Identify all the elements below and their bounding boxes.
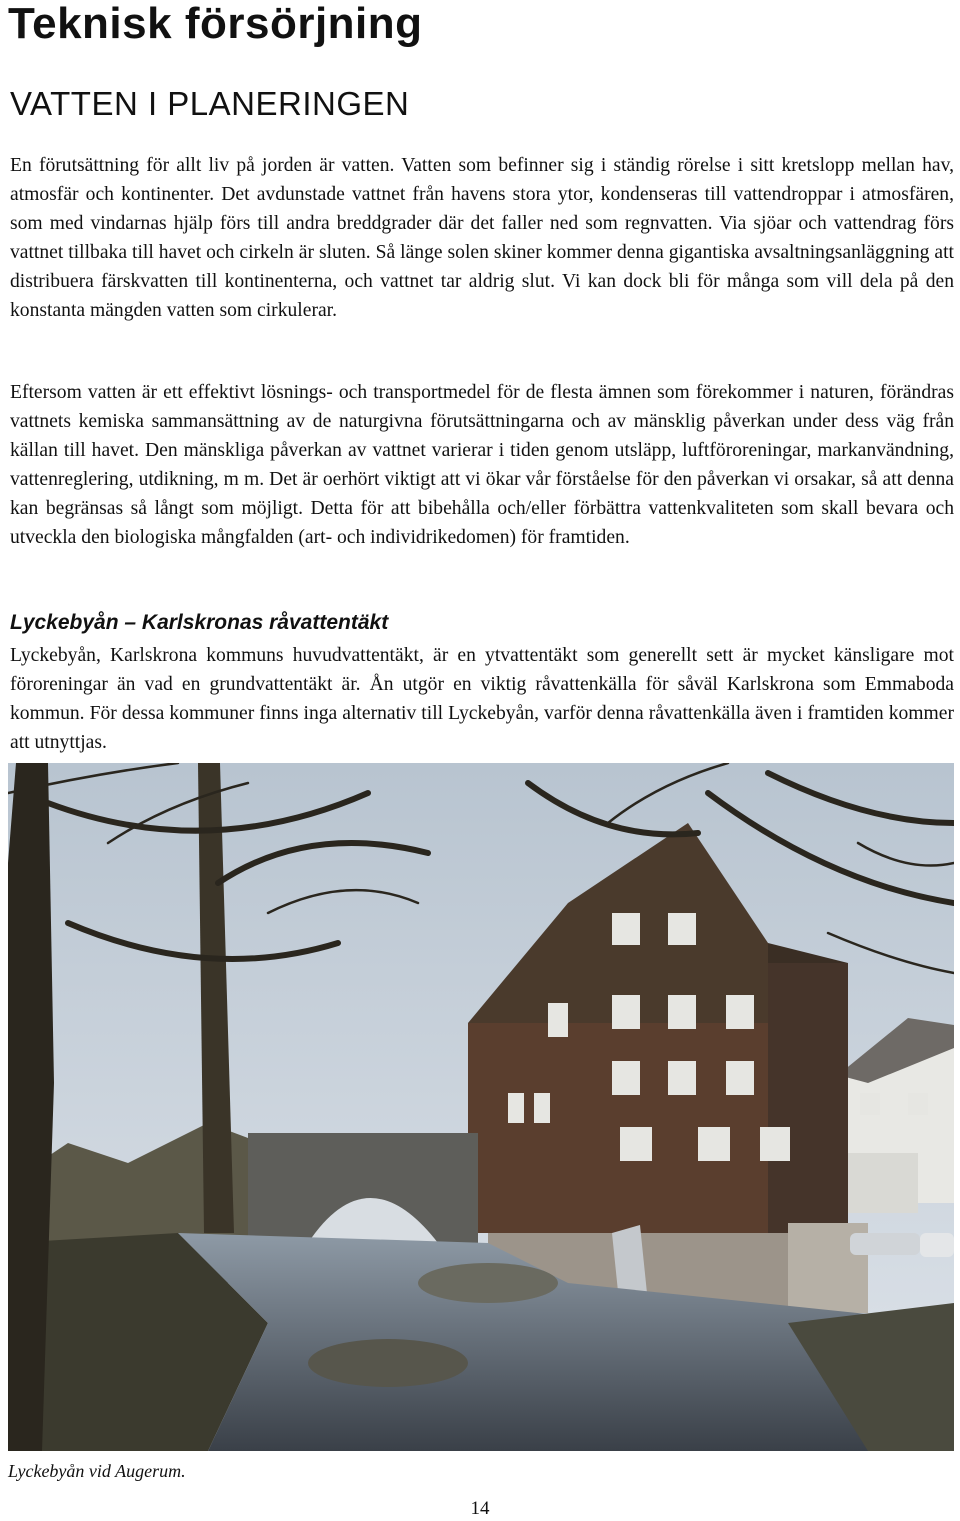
body-paragraph-1: En förutsättning för allt liv på jorden är vatten. Vatten som befinner sig i ständig rörelse i sitt kretslopp mellan hav, atmosfär och kontinenter. Det avdunstade vattnet från havens stora ytor, kondenseras till vattendroppar i atmosfären, som med vindarnas hjälp förs till andra breddgrader där det faller ned som regnvatten. Via sjöar och vattendrag förs vattnet tillbaka till havet och cirkeln är sluten. Så länge solen skiner kommer denna gigantiska avsaltningsanläggning att distribuera färskvatten till kontinenterna, och vattnet tar aldrig slut. Vi kan dock bli för många som vill dela på den konstanta mängden vatten som cirkulerar. xyxy=(10,155,954,321)
section-heading: Lyckebyån – Karlskronas råvattentäkt xyxy=(10,611,389,634)
section-paragraph: Lyckebyån, Karlskrona kommuns huvudvattentäkt, är en ytvattentäkt som generellt sett är mycket känsligare mot föroreningar än vad en grundvattentäkt är. Ån utgör en viktig råvattenkälla för såväl Karlskrona som Emmaboda kommun. För dessa kommuner finns inga alternativ till Lyckebyån, varför denna råvattenkälla även i framtiden kommer att utnyttjas. xyxy=(10,645,954,753)
page-number: 14 xyxy=(470,1498,490,1519)
page-title: Teknisk försörjning xyxy=(8,0,423,48)
photo-caption: Lyckebyån vid Augerum. xyxy=(8,1461,186,1481)
river-mill-photo xyxy=(8,763,954,1451)
body-paragraph-2: Eftersom vatten är ett effektivt lösnings- och transportmedel för de flesta ämnen som förekommer i naturen, förändras vattnets kemiska sammansättning av de naturgivna förutsättningarna och av mänsklig påverkan under dess väg från källan till havet. Den mänskliga påverkan av vattnet varierar i tiden genom utsläpp, luftföroreningar, markanvändning, vattenreglering, utdikning, m m. Det är oerhört viktigt att vi ökar vår förståelse för den påverkan vi orsakar, så att denna kan begränsas så långt som möjligt. Detta för att bibehålla och/eller förbättra vattenkvaliteten som skall bevara och utveckla den biologiska mångfalden (art- och individrikedomen) för framtiden. xyxy=(10,382,954,548)
section-subtitle: VATTEN I PLANERINGEN xyxy=(10,85,410,122)
